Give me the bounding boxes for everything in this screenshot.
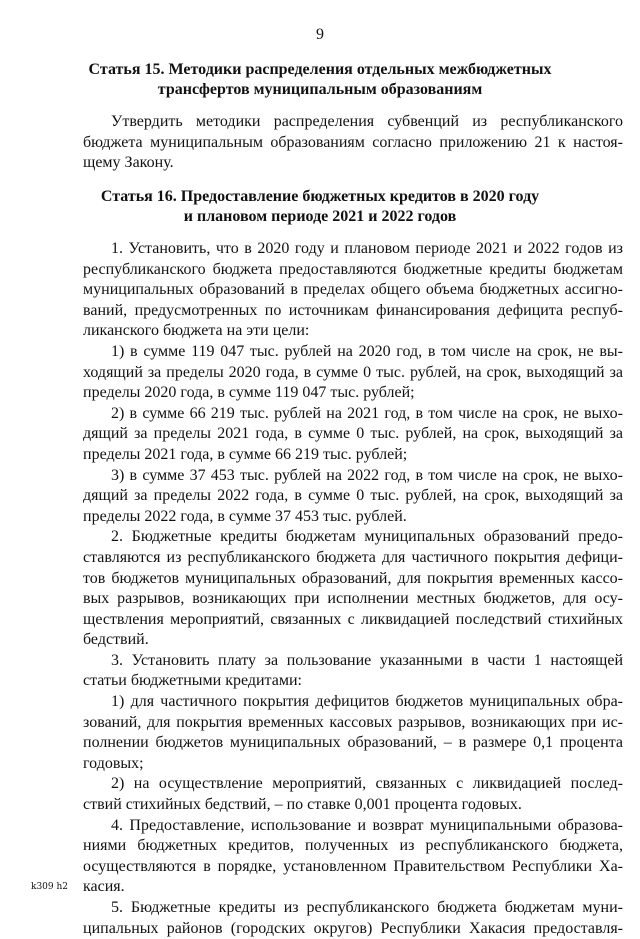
heading-line: и плановом периоде 2021 и 2022 годов [183, 208, 457, 225]
heading-line: Статья 15. Методики распределения отдельных межбюджетных [88, 61, 552, 78]
text-line: статьи бюджетными кредитами: [83, 672, 302, 690]
text-line: пределы 2020 года, в сумме 119 047 тыс. рублей; [83, 384, 415, 402]
text-line: пределы 2022 года, в сумме 37 453 тыс. рублей. [83, 507, 407, 525]
text-line: ниями бюджетных кредитов, полученных из республиканского бюджета, [83, 837, 623, 855]
text-line: тов бюджетов муниципальных образований, для покрытия временных кассо- [83, 569, 623, 587]
text-line: годовых; [83, 754, 144, 772]
document-footer-code: k309 h2 [31, 882, 69, 892]
text-line: ставляются из республиканского бюджета для частичного покрытия дефици- [83, 548, 623, 566]
text-line: 1) для частичного покрытия дефицитов бюджетов муниципальных обра- [111, 693, 623, 711]
text-line: вых разрывов, возникающих при исполнении местных бюджетов, для осу- [83, 590, 623, 608]
text-line: касия. [83, 878, 125, 896]
text-line: пределы 2021 года, в сумме 66 219 тыс. рублей; [83, 445, 408, 463]
text-line: бюджета муниципальным образованиям согласно приложению 21 к настоя- [83, 133, 623, 151]
text-line: Утвердить методики распределения субвенций из республиканского [111, 113, 623, 130]
article-15-heading [40, 60, 600, 100]
article-16-heading [40, 187, 600, 227]
page-number: 9 [316, 26, 324, 43]
text-line: ходящий за пределы 2020 года, в сумме 0 тыс. рублей, на срок, выходящий за [83, 363, 623, 381]
text-line: 1) в сумме 119 047 тыс. рублей на 2020 год, в том числе на срок, не вы- [111, 342, 623, 360]
text-line: щему Закону. [83, 154, 174, 172]
text-line: ваний, предусмотренных по источникам финансирования дефицита респуб- [83, 301, 623, 319]
text-line: 2. Бюджетные кредиты бюджетам муниципальных образований предо- [111, 528, 623, 546]
text-line: 3. Установить плату за пользование указанными в части 1 настоящей [111, 651, 623, 669]
article-15-body [83, 112, 623, 174]
heading-line: трансфертов муниципальным образованиям [157, 81, 483, 98]
heading-line: Статья 16. Предоставление бюджетных кредитов в 2020 году [100, 188, 540, 205]
text-line: полнении бюджетов муниципальных образований, – в размере 0,1 процента [83, 734, 623, 752]
text-line: зований, для покрытия временных кассовых разрывов, возникающих при ис- [83, 713, 623, 731]
text-line: республиканского бюджета предоставляются бюджетные кредиты бюджетам [83, 260, 623, 278]
text-line: бедствий. [83, 631, 149, 649]
text-line: 5. Бюджетные кредиты из республиканского бюджета бюджетам муни- [111, 899, 623, 916]
article-16-body [83, 239, 623, 939]
text-line: 3) в сумме 37 453 тыс. рублей на 2022 год, в том числе на срок, не выхо- [111, 466, 623, 484]
text-line: дящий за пределы 2021 года, в сумме 0 тыс. рублей, на срок, выходящий за [83, 425, 623, 443]
text-line: ществления мероприятий, связанных с ликвидацией последствий стихийных [83, 610, 623, 628]
text-line: ствий стихийных бедствий, – по ставке 0,001 процента годовых. [83, 796, 522, 814]
text-line: дящий за пределы 2022 года, в сумме 0 тыс. рублей, на срок, выходящий за [83, 487, 623, 505]
text-line: 1. Установить, что в 2020 году и плановом периоде 2021 и 2022 годов из [111, 240, 623, 257]
text-line: осуществляются в порядке, установленном Правительством Республики Ха- [83, 857, 623, 875]
text-line: ликанского бюджета на эти цели: [83, 322, 310, 340]
text-line: 4. Предоставление, использование и возврат муниципальными образова- [111, 816, 623, 834]
text-line: 2) на осуществление мероприятий, связанных с ликвидацией послед- [111, 775, 623, 793]
text-line: ципальных районов (городских округов) Республики Хакасия предоставля- [83, 919, 623, 937]
text-line: муниципальных образований в пределах общего объема бюджетных ассигно- [83, 281, 623, 299]
text-line: 2) в сумме 66 219 тыс. рублей на 2021 год, в том числе на срок, не выхо- [111, 404, 623, 422]
